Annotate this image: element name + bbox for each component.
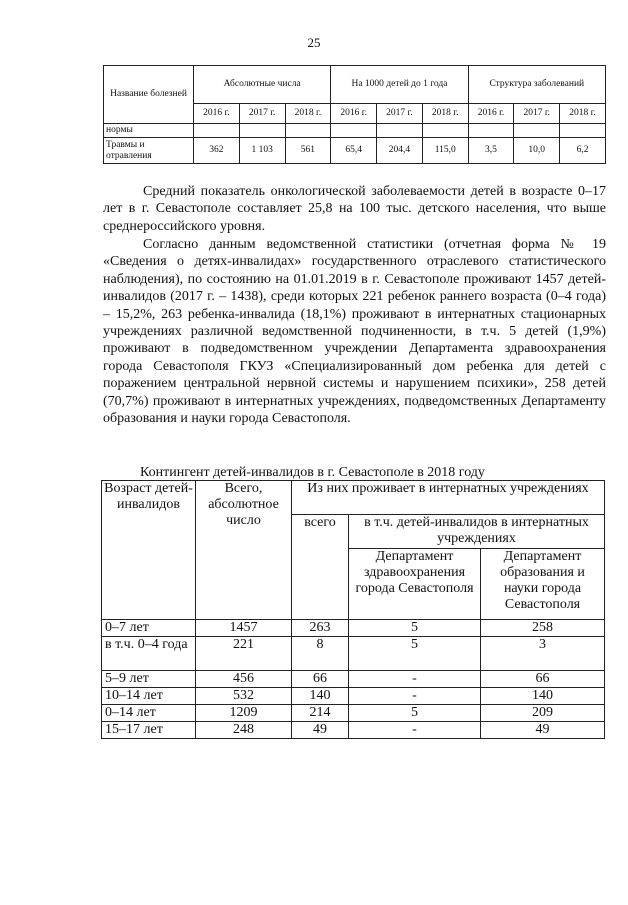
year-header: 2018 г. — [285, 104, 331, 124]
age-cell: 15–17 лет — [102, 722, 196, 739]
cell: 65,4 — [331, 138, 377, 164]
all-cell: 263 — [292, 620, 349, 637]
all-cell: 49 — [292, 722, 349, 739]
header-age: Возраст детей-инвалидов — [102, 481, 196, 620]
table-row — [104, 124, 606, 138]
health-cell: - — [349, 722, 481, 739]
health-cell: 5 — [349, 637, 481, 671]
cell — [560, 124, 606, 138]
health-cell: - — [349, 671, 481, 688]
cell: 115,0 — [422, 138, 468, 164]
cell — [239, 124, 285, 138]
total-cell: 456 — [196, 671, 292, 688]
age-cell: 5–9 лет — [102, 671, 196, 688]
age-cell: в т.ч. 0–4 года — [102, 637, 196, 671]
cell — [468, 124, 514, 138]
year-header: 2018 г. — [422, 104, 468, 124]
table-row — [102, 637, 605, 671]
health-cell: - — [349, 688, 481, 705]
cell: 1 103 — [239, 138, 285, 164]
total-cell: 248 — [196, 722, 292, 739]
header-disease-name: Название болезней — [104, 66, 194, 124]
table-row — [102, 688, 605, 705]
cell: 204,4 — [377, 138, 423, 164]
age-cell: 0–14 лет — [102, 705, 196, 722]
header-absolute: Абсолютные числа — [194, 66, 331, 104]
total-cell: 1457 — [196, 620, 292, 637]
page-number: 25 — [307, 35, 321, 50]
header-edu-dept: Департамент образования и науки города Севастополя — [481, 549, 605, 620]
cell — [422, 124, 468, 138]
cell — [194, 124, 240, 138]
header-all: всего — [292, 515, 349, 620]
paragraph-text: Средний показатель онкологической заболеваемости детей в возрасте 0–17 лет в г. Севастополе составляет 25,8 на 100 тыс. детского населения, что выше среднероссийского уровня. — [103, 184, 606, 234]
row-name: нормы — [104, 124, 194, 138]
year-header: 2016 г. — [194, 104, 240, 124]
edu-cell: 3 — [481, 637, 605, 671]
year-header: 2017 г. — [377, 104, 423, 124]
year-header: 2016 г. — [468, 104, 514, 124]
total-cell: 1209 — [196, 705, 292, 722]
edu-cell: 258 — [481, 620, 605, 637]
all-cell: 8 — [292, 637, 349, 671]
cell — [285, 124, 331, 138]
edu-cell: 140 — [481, 688, 605, 705]
table-header-row — [104, 66, 606, 104]
all-cell: 214 — [292, 705, 349, 722]
diseases-table — [103, 65, 606, 164]
edu-cell: 209 — [481, 705, 605, 722]
header-per-1000: На 1000 детей до 1 года — [331, 66, 468, 104]
table-row — [102, 722, 605, 739]
age-cell: 0–7 лет — [102, 620, 196, 637]
year-header: 2017 г. — [514, 104, 560, 124]
table-row — [102, 671, 605, 688]
total-cell: 221 — [196, 637, 292, 671]
edu-cell: 49 — [481, 722, 605, 739]
disabled-children-table — [101, 480, 605, 739]
cell: 6,2 — [560, 138, 606, 164]
table-row — [104, 138, 606, 164]
cell — [377, 124, 423, 138]
cell — [331, 124, 377, 138]
header-living: Из них проживает в интернатных учреждениях — [292, 481, 605, 515]
cell: 362 — [194, 138, 240, 164]
paragraph-oncology — [103, 183, 606, 235]
paragraph-disabled-children — [103, 236, 606, 427]
table-row — [102, 705, 605, 722]
cell — [514, 124, 560, 138]
table-caption: Контингент детей-инвалидов в г. Севастополе в 2018 году — [140, 465, 485, 480]
table-row — [102, 620, 605, 637]
header-health-dept: Департамент здравоохранения города Севастополя — [349, 549, 481, 620]
table-header-row — [102, 481, 605, 515]
year-header: 2017 г. — [239, 104, 285, 124]
row-name: Травмы и отравления — [104, 138, 194, 164]
header-including: в т.ч. детей-инвалидов в интернатных учреждениях — [349, 515, 605, 549]
header-structure: Структура заболеваний — [468, 66, 605, 104]
cell: 561 — [285, 138, 331, 164]
all-cell: 66 — [292, 671, 349, 688]
age-cell: 10–14 лет — [102, 688, 196, 705]
total-cell: 532 — [196, 688, 292, 705]
cell: 10,0 — [514, 138, 560, 164]
all-cell: 140 — [292, 688, 349, 705]
paragraph-text: Согласно данным ведомственной статистики (отчетная форма № 19 «Сведения о детях-инвалидах» государственного отраслевого статистического наблюдения), по состоянию на 01.01.2019 в г. Севастополе проживают 1457 детей-инвалидов (2017 г. – 1438), среди которых 221 ребенок раннего возраста (0–4 года) – 15,2%, 263 ребенка-инвалида (18,1%) проживают в интернатных стационарных учреждениях различной ведомственной подчиненности, в т.ч. 5 детей (1,9%) проживают в подведомственном учреждении Департамента здравоохранения города Севастополя ГКУЗ «Специализированный дом ребенка для детей с поражением центральной нервной системы и нарушением психики», 258 детей (70,7%) проживают в интернатных учреждениях, подведомственных Департаменту образования и науки города Севастополя. — [103, 237, 606, 427]
header-total: Всего, абсолютное число — [196, 481, 292, 620]
health-cell: 5 — [349, 705, 481, 722]
year-header: 2016 г. — [331, 104, 377, 124]
health-cell: 5 — [349, 620, 481, 637]
cell: 3,5 — [468, 138, 514, 164]
edu-cell: 66 — [481, 671, 605, 688]
year-header: 2018 г. — [560, 104, 606, 124]
